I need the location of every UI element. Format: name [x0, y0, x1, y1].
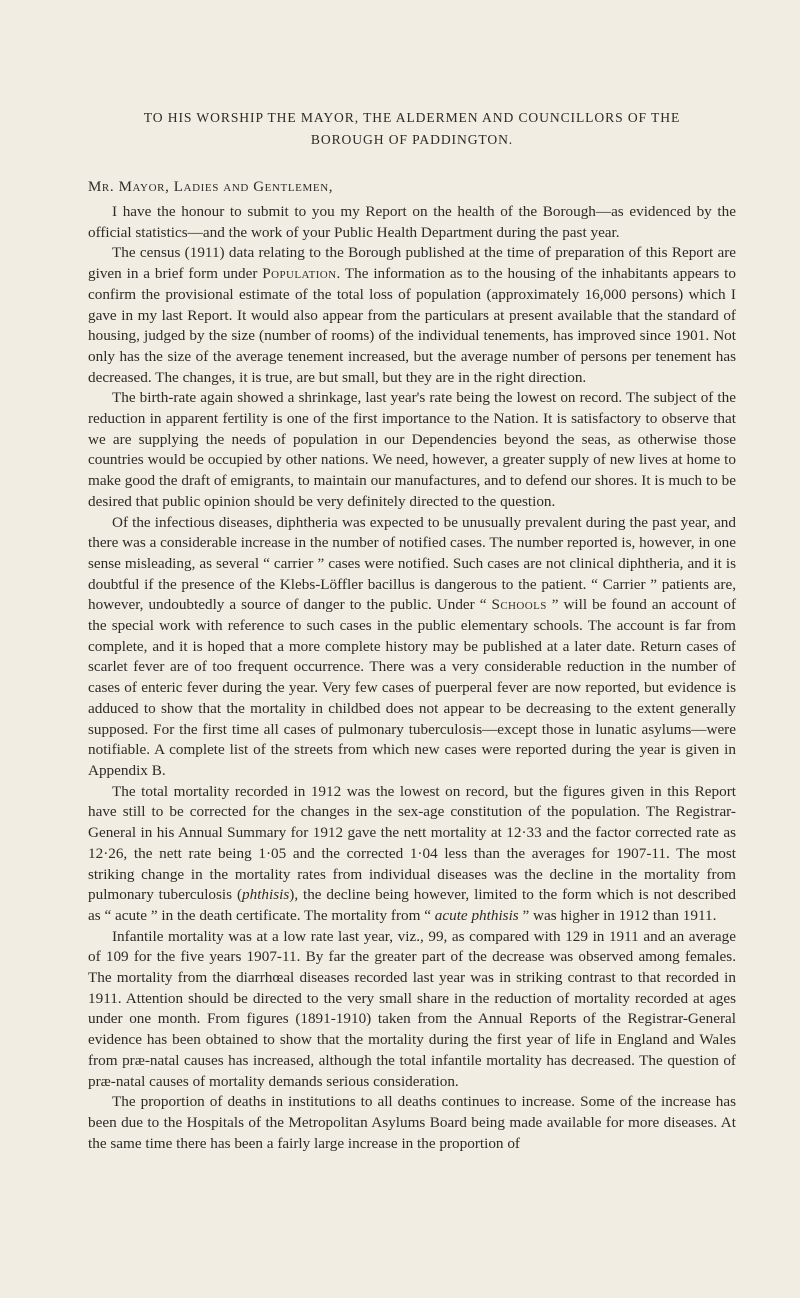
paragraph-mortality-text-c: ” was higher in 1912 than 1911. — [518, 906, 717, 924]
paragraph-mortality-text-a: The total mortality recorded in 1912 was the lowest on record, but the figures given in this Report have still to be corrected for the changes in the sex-age constitution of the population. The Registrar-General in his Annual Summary for 1912 gave the nett mortality at 12·33 and the factor corrected rate as 12·26, the nett rate being 1·05 and the corrected 1·04 less than the averages for 1907-11. The most striking change in the mortality rates from individual diseases was the decline in the mortality from pulmonary tuberculosis ( — [88, 782, 736, 904]
paragraph-infectious-diseases — [88, 513, 736, 782]
paragraph-institution-deaths: The proportion of deaths in institutions to all deaths continues to increase. Some of the increase has been due to the Hospitals of the Metropolitan Asylums Board being made available for more diseases. At the same time there has been a fairly large increase in the proportion of — [88, 1093, 736, 1152]
schools-section-reference: Schools — [491, 596, 547, 614]
paragraph-census-text-b: . The information as to the housing of the inhabitants appears to confirm the provisional estimate of the total loss of population (approximately 16,000 persons) which I gave in my last Report. It would also appear from the particulars at present available that the standard of housing, judged by the size (number of rooms) of the individual tenements, has improved since 1901. Not only has the size of the average tenement increased, but the average number of persons per tenement has decreased. The changes, it is true, are but small, but they are in the right direction. — [88, 265, 736, 386]
paragraph-infectious-text-a: Of the infectious diseases, diphtheria was expected to be unusually prevalent during the past year, and there was a considerable increase in the number of notified cases. The number reported is, however, in one sense misleading, as several “ carrier ” cases were notified. Such cases are not clinical diphtheria, and it is doubtful if the presence of the Klebs-Löffler bacillus is dangerous to the patient. “ Carrier ” patients are, however, undoubtedly a source of danger to the public. Under “ — [88, 513, 736, 614]
paragraph-birth-rate: The birth-rate again showed a shrinkage, last year's rate being the lowest on record. The subject of the reduction in apparent fertility is one of the first importance to the Nation. It is satisfactory to observe that we are supplying the needs of population in our Dependencies beyond the seas, as otherwise those countries would be occupied by other nations. We need, however, a greater supply of new lives at home to make good the draft of emigrants, to maintain our manufactures, and to defend our shores. It is much to be desired that public opinion should be very definitely directed to the question. — [88, 389, 736, 510]
paragraph-infantile-mortality: Infantile mortality was at a low rate last year, viz., 99, as compared with 129 in 1911 and an average of 109 for the five years 1907-11. By far the greater part of the decrease was observed among females. The mortality from the diarrhœal diseases recorded last year was in striking contrast to that recorded in 1911. Attention should be directed to the very small share in the reduction of mortality recorded at ages under one month. From figures (1891-1910) taken from the Annual Reports of the Registrar-General evidence has been obtained to show that the mortality during the first year of life in England and Wales from præ-natal causes has increased, although the total infantile mortality has decreased. The question of præ-natal causes of mortality demands serious consideration. — [88, 927, 736, 1090]
address-heading — [88, 107, 736, 150]
paragraph-total-mortality — [88, 782, 736, 927]
salutation: Mr. Mayor, Ladies and Gentlemen, — [88, 179, 334, 195]
acute-phthisis-term: acute phthisis — [434, 906, 519, 924]
paragraph-census — [88, 243, 736, 388]
report-body — [88, 202, 736, 1154]
address-heading-line-2: BOROUGH OF PADDINGTON. — [310, 131, 514, 147]
address-heading-line-1: TO HIS WORSHIP THE MAYOR, THE ALDERMEN AND COUNCILLORS OF THE — [143, 110, 681, 125]
paragraph-mortality-text-b: ), the decline being however, limited to the form which is not described as “ acute ” in the death certificate. The mortality from “ — [88, 886, 736, 924]
report-page — [88, 0, 736, 1154]
paragraph-infectious-text-b: ” will be found an account of the special work with reference to such cases in the public elementary schools. The account is far from complete, and it is hoped that a more complete history may be published at a later date. Return cases of scarlet fever are of too frequent occurrence. There was a very considerable reduction in the number of cases of enteric fever during the year. Very few cases of puerperal fever are now reported, but evidence is adduced to show that the mortality in childbed does not appear to be decreasing to the extent generally supposed. For the first time all cases of pulmonary tuberculosis—except those in lunatic asylums—were notifiable. A complete list of the streets from which new cases were reported during the year is given in Appendix B. — [88, 596, 736, 779]
paragraph-introduction: I have the honour to submit to you my Report on the health of the Borough—as evidenced by the official statistics—and the work of your Public Health Department during the past year. — [88, 203, 736, 241]
paragraph-census-text-a: The census (1911) data relating to the Borough published at the time of preparation of this Report are given in a brief form under — [88, 244, 736, 283]
phthisis-term: phthisis — [242, 886, 290, 904]
population-section-reference: Population — [262, 265, 337, 283]
